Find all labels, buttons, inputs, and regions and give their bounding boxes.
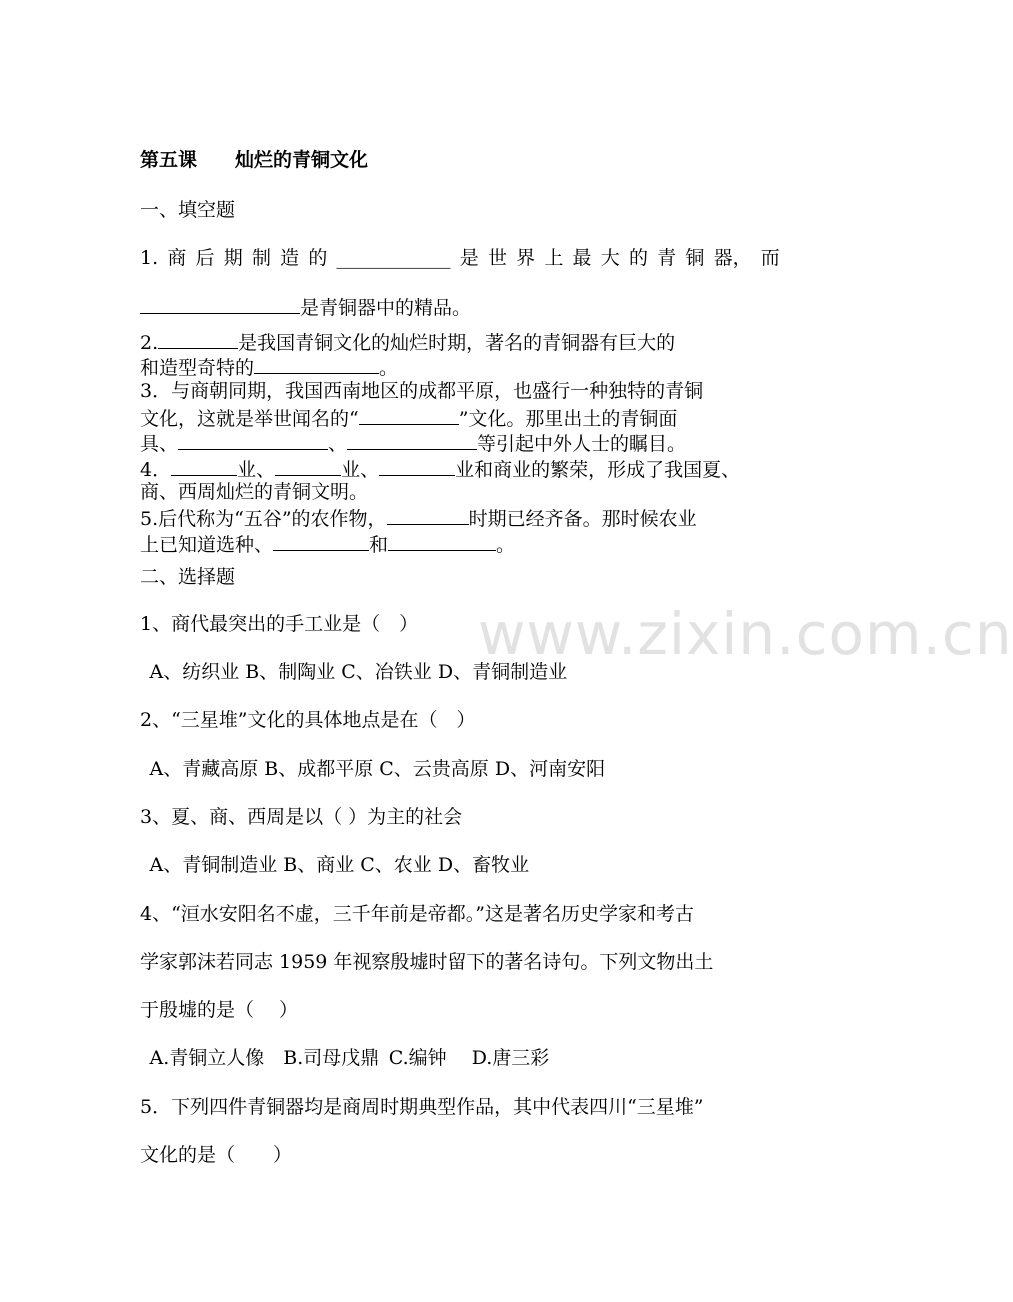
q1-token: 商 xyxy=(167,247,187,269)
q5-text-d: 和 xyxy=(369,534,389,556)
watermark: www.zixin.com.cn xyxy=(478,600,1013,668)
q5-text-c: 上已知道选种、 xyxy=(140,534,274,556)
q1-token: 的 xyxy=(308,247,328,269)
q3-line2 xyxy=(140,404,677,431)
q3-text-e: 等引起中外人士的瞩目。 xyxy=(477,433,687,455)
q4-text-a: 业、 xyxy=(237,459,276,481)
q1-token: 青 xyxy=(657,247,677,269)
q2-end: 。 xyxy=(379,357,399,379)
q5-text-a: 5.后代称为“五谷”的农作物， xyxy=(140,508,387,530)
blank[interactable] xyxy=(254,353,379,374)
q3-text-d: 、 xyxy=(328,433,348,455)
blank[interactable] xyxy=(387,504,469,525)
blank[interactable] xyxy=(347,429,477,450)
q3-text-c: 具、 xyxy=(140,433,179,455)
mc5-question-line1: 5．下列四件青铜器均是商周时期典型作品，其中代表四川“三星堆” xyxy=(140,1096,704,1118)
q5-text-b: 时期已经齐备。那时候农业 xyxy=(468,508,697,530)
q4-text-b: 业、 xyxy=(341,459,380,481)
lesson-title: 第五课 灿烂的青铜文化 xyxy=(140,149,369,171)
mc4-question-line3: 于殷墟的是（ ） xyxy=(140,999,299,1021)
q5-end: 。 xyxy=(496,534,516,556)
q3-line1: 3．与商朝同期，我国西南地区的成都平原，也盛行一种独特的青铜 xyxy=(140,380,704,402)
blank[interactable] xyxy=(359,404,459,425)
mc1-question: 1、商代最突出的手工业是（ ） xyxy=(140,613,419,635)
q2-number: 2. xyxy=(140,332,159,354)
q1-token: 大 xyxy=(600,247,620,269)
q1-token: 世 xyxy=(487,247,507,269)
q5-line1 xyxy=(140,504,697,531)
q4-line1 xyxy=(140,455,740,482)
q3-text-b: ”文化。那里出土的青铜面 xyxy=(458,408,678,430)
q3-line3 xyxy=(140,429,686,456)
blank[interactable] xyxy=(275,455,341,476)
q2-line1 xyxy=(140,328,675,355)
blank[interactable] xyxy=(140,293,300,314)
blank[interactable] xyxy=(158,328,238,349)
mc4-question-line2: 学家郭沫若同志 1959 年视察殷墟时留下的著名诗句。下列文物出土 xyxy=(140,951,714,973)
q1-token: 1. xyxy=(140,247,159,269)
q1-token: 上 xyxy=(544,247,564,269)
mc2-question: 2、“三星堆”文化的具体地点是在（ ） xyxy=(140,709,476,731)
q3-text-a: 文化，这就是举世闻名的“ xyxy=(140,408,359,430)
q1-token: 铜 xyxy=(685,247,705,269)
mc4-options: A.青铜立人像 B.司母戊鼎 C.编钟 D.唐三彩 xyxy=(140,1047,550,1069)
mc3-question: 3、夏、商、西周是以（ ）为主的社会 xyxy=(140,806,463,828)
q1-token: 是 xyxy=(459,247,479,269)
q1-token: 最 xyxy=(572,247,592,269)
mc2-options: A、青藏高原 B、成都平原 C、云贵高原 D、河南安阳 xyxy=(140,758,606,780)
q1-token: 而 xyxy=(760,247,780,269)
section-fill-blank-heading: 一、填空题 xyxy=(140,199,236,221)
q1-token: 的 xyxy=(628,247,648,269)
q1-line2 xyxy=(140,293,471,320)
mc1-options: A、纺织业 B、制陶业 C、冶铁业 D、青铜制造业 xyxy=(140,661,568,683)
section-choice-heading: 二、选择题 xyxy=(140,566,236,588)
q1-token: ____________ xyxy=(336,247,451,269)
mc3-options: A、青铜制造业 B、商业 C、农业 D、畜牧业 xyxy=(140,854,530,876)
q1-token: 造 xyxy=(280,247,300,269)
q5-line2 xyxy=(140,530,515,557)
blank[interactable] xyxy=(171,455,237,476)
q1-token: 制 xyxy=(251,247,271,269)
blank[interactable] xyxy=(388,530,496,551)
mc4-question-line1: 4、“洹水安阳名不虚，三千年前是帝都。”这是著名历史学家和考古 xyxy=(140,903,695,925)
q2-text-2: 和造型奇特的 xyxy=(140,357,255,379)
q1-token: 期 xyxy=(223,247,243,269)
q4-number: 4． xyxy=(140,459,172,481)
q1-token: 器， xyxy=(713,247,752,269)
q4-text-c: 业和商业的繁荣，形成了我国夏、 xyxy=(455,459,741,481)
mc5-question-line2: 文化的是（ ） xyxy=(140,1144,293,1166)
q2-text: 是我国青铜文化的灿烂时期，著名的青铜器有巨大的 xyxy=(238,332,676,354)
q1-token: 界 xyxy=(516,247,536,269)
blank[interactable] xyxy=(379,455,455,476)
blank[interactable] xyxy=(273,530,369,551)
q1-text: 是青铜器中的精品。 xyxy=(300,297,472,319)
q2-line2 xyxy=(140,353,398,380)
q1-token: 后 xyxy=(195,247,215,269)
blank[interactable] xyxy=(178,429,328,450)
q1-line1 xyxy=(140,246,780,270)
q4-line2: 商、西周灿烂的青铜文明。 xyxy=(140,481,369,503)
